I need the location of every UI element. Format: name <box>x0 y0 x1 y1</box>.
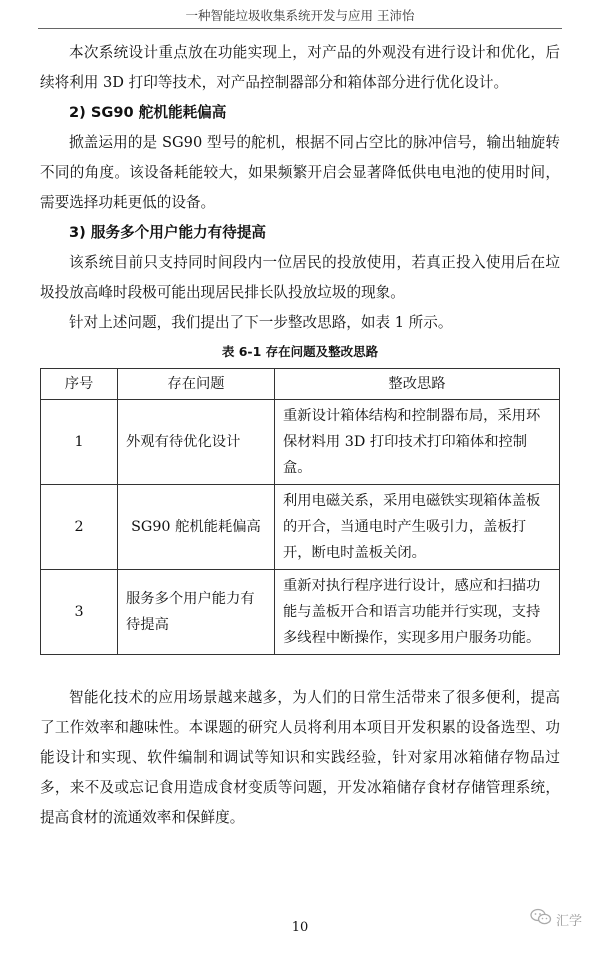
paragraph-1: 本次系统设计重点放在功能实现上，对产品的外观没有进行设计和优化，后续将利用 3D 打印等技术，对产品控制器部分和箱体部分进行优化设计。 <box>40 44 560 91</box>
page-body <box>40 38 560 833</box>
row-issue: 服务多个用户能力有待提高 <box>118 570 275 655</box>
wechat-icon <box>530 908 552 930</box>
header-cell-fix: 整改思路 <box>275 369 560 400</box>
table-caption: 表 6-1 存在问题及整改思路 <box>221 344 379 359</box>
row-index: 1 <box>41 400 118 485</box>
watermark <box>530 908 582 930</box>
running-header: 一种智能垃圾收集系统开发与应用 王沛怡 <box>38 6 562 29</box>
paragraph-4: 针对上述问题，我们提出了下一步整改思路，如表 1 所示。 <box>69 314 453 331</box>
table-row <box>41 485 560 570</box>
row-index: 2 <box>41 485 118 570</box>
header-cell-issue: 存在问题 <box>118 369 275 400</box>
issues-table <box>40 368 560 655</box>
row-issue: 外观有待优化设计 <box>118 400 275 485</box>
watermark-label: 汇学 <box>555 913 582 929</box>
row-issue: SG90 舵机能耗偏高 <box>118 485 275 570</box>
subheading-multi-user: 3) 服务多个用户能力有待提高 <box>69 224 267 241</box>
header-cell-index: 序号 <box>41 369 118 400</box>
table-row <box>41 570 560 655</box>
row-index: 3 <box>41 570 118 655</box>
table-header-row <box>41 369 560 400</box>
paragraph-5: 智能化技术的应用场景越来越多，为人们的日常生活带来了很多便利，提高了工作效率和趣味性。本课题的研究人员将利用本项目开发积累的设备选型、功能设计和实现、软件编制和调试等知识和实践经验，针对家用冰箱储存物品过多，来不及或忘记食用造成食材变质等问题，开发冰箱储存食材存储管理系统，提高食材的流通效率和保鲜度。 <box>40 689 560 826</box>
row-fix: 重新设计箱体结构和控制器布局，采用环保材料用 3D 打印技术打印箱体和控制盒。 <box>275 400 560 485</box>
page-number: 10 <box>291 920 309 935</box>
table-row <box>41 400 560 485</box>
paragraph-3: 该系统目前只支持同时间段内一位居民的投放使用，若真正投入使用后在垃圾投放高峰时段极可能出现居民排长队投放垃圾的现象。 <box>40 254 560 301</box>
paragraph-2: 掀盖运用的是 SG90 型号的舵机，根据不同占空比的脉冲信号，输出轴旋转不同的角度。该设备耗能较大，如果频繁开启会显著降低供电电池的使用时间，需要选择功耗更低的设备。 <box>40 134 560 211</box>
row-fix: 重新对执行程序进行设计，感应和扫描功能与盖板开合和语言功能并行实现，支持多线程中断操作，实现多用户服务功能。 <box>275 570 560 655</box>
row-fix: 利用电磁关系，采用电磁铁实现箱体盖板的开合，当通电时产生吸引力，盖板打开，断电时盖板关闭。 <box>275 485 560 570</box>
subheading-sg90: 2) SG90 舵机能耗偏高 <box>69 104 227 121</box>
